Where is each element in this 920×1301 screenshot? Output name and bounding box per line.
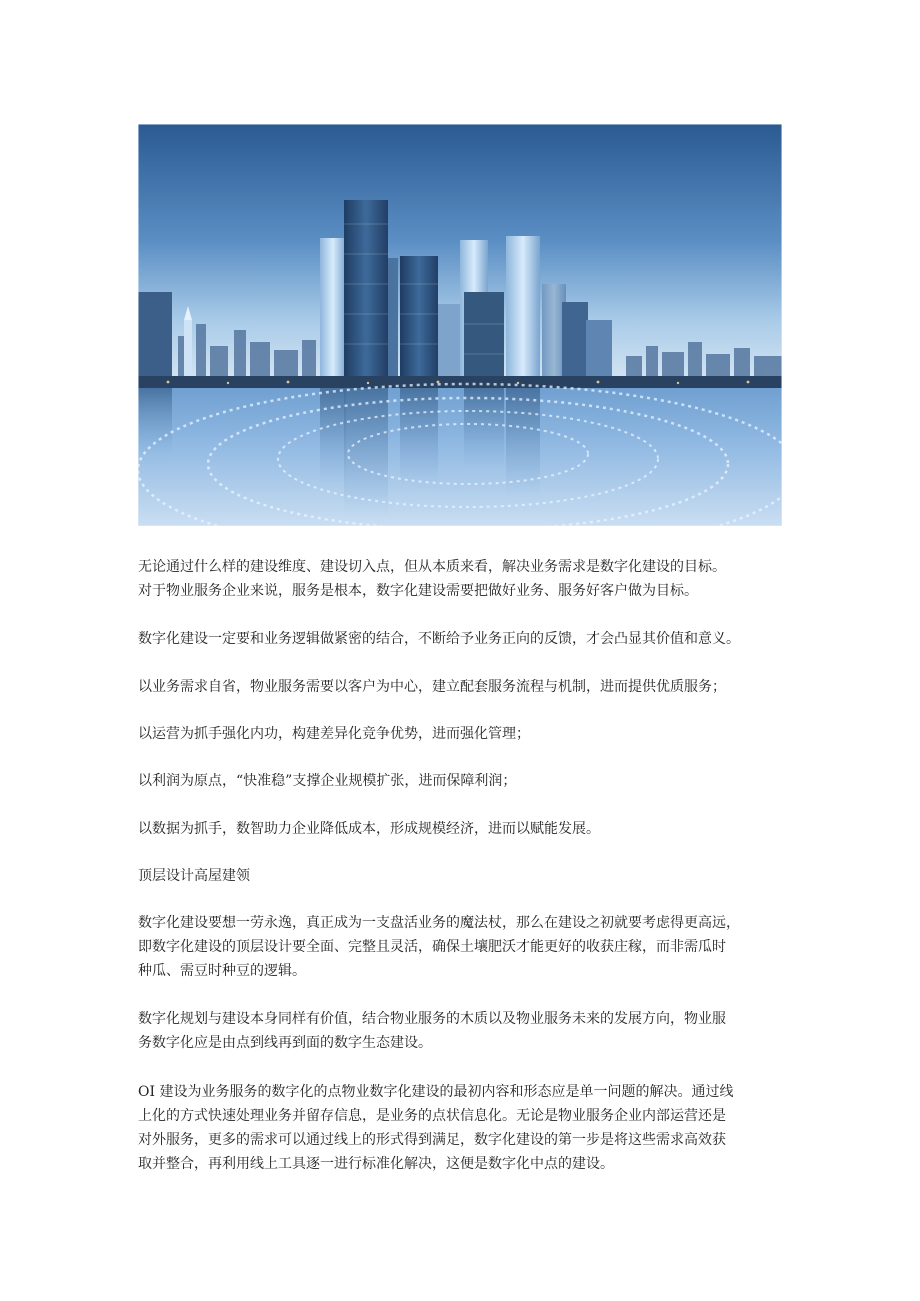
paragraph-8 [138, 1007, 798, 1055]
paragraph-line: 上化的方式快速处理业务并留存信息，是业务的点状信息化。无论是物业服务企业内部运营还是 [138, 1108, 726, 1124]
paragraph-6 [138, 817, 798, 841]
paragraph-line: 对外服务，更多的需求可以通过线上的形式得到满足，数字化建设的第一步是将这些需求高效获 [138, 1132, 726, 1148]
paragraph-4 [138, 722, 798, 746]
paragraph-line: 数字化规划与建设本身同样有价值，结合物业服务的木质以及物业服务未来的发展方向，物业服 [138, 1011, 726, 1027]
paragraph-3 [138, 675, 798, 699]
paragraph-line: 无论通过什么样的建设维度、建设切入点，但从本质来看，解决业务需求是数字化建设的目标。 [138, 559, 726, 575]
section-heading [138, 864, 798, 888]
paragraph-5 [138, 769, 798, 793]
paragraph-line: 以利润为原点，“快准稳”支撑企业规模扩张，进而保障利润； [138, 773, 517, 789]
paragraph-line: 务数字化应是由点到线再到面的数字生态建设。 [138, 1035, 432, 1051]
paragraph-line: 数字化建设一定要和业务逻辑做紧密的结合，不断给予业务正向的反馈，才会凸显其价值和意义。 [138, 631, 740, 647]
paragraph-line: 以运营为抓手强化内功，构建差异化竞争优势，进而强化管理； [138, 726, 530, 742]
section-heading-text: 顶层设计高屋建领 [138, 868, 250, 884]
paragraph-line: 数字化建设要想一劳永逸，真正成为一支盘活业务的魔法杖，那么在建设之初就要考虑得更高远， [138, 915, 740, 931]
paragraph-line: 即数字化建设的顶层设计要全面、完整且灵活，确保土壤肥沃才能更好的收获庄稼，而非需瓜时 [138, 939, 726, 955]
paragraph-1 [138, 555, 798, 603]
paragraph-7 [138, 911, 798, 983]
paragraph-line: 对于物业服务企业来说，服务是根本，数字化建设需要把做好业务、服务好客户做为目标。 [138, 583, 698, 599]
paragraph-line: 以数据为抓手，数智助力企业降低成本，形成规模经济，进而以赋能发展。 [138, 821, 600, 837]
paragraph-line: 以业务需求自省，物业服务需要以客户为中心，建立配套服务流程与机制，进而提供优质服务； [138, 679, 726, 695]
paragraph-9 [138, 1080, 798, 1176]
paragraph-2 [138, 627, 798, 651]
paragraph-line: OI 建设为业务服务的数字化的点物业数字化建设的最初内容和形态应是单一问题的解决。通过线 [138, 1084, 734, 1100]
city-skyline-image [138, 124, 782, 526]
paragraph-line: 种瓜、需豆时种豆的逻辑。 [138, 963, 306, 979]
paragraph-line: 取并整合，再利用线上工具逐一进行标准化解决，这便是数字化中点的建设。 [138, 1156, 614, 1172]
